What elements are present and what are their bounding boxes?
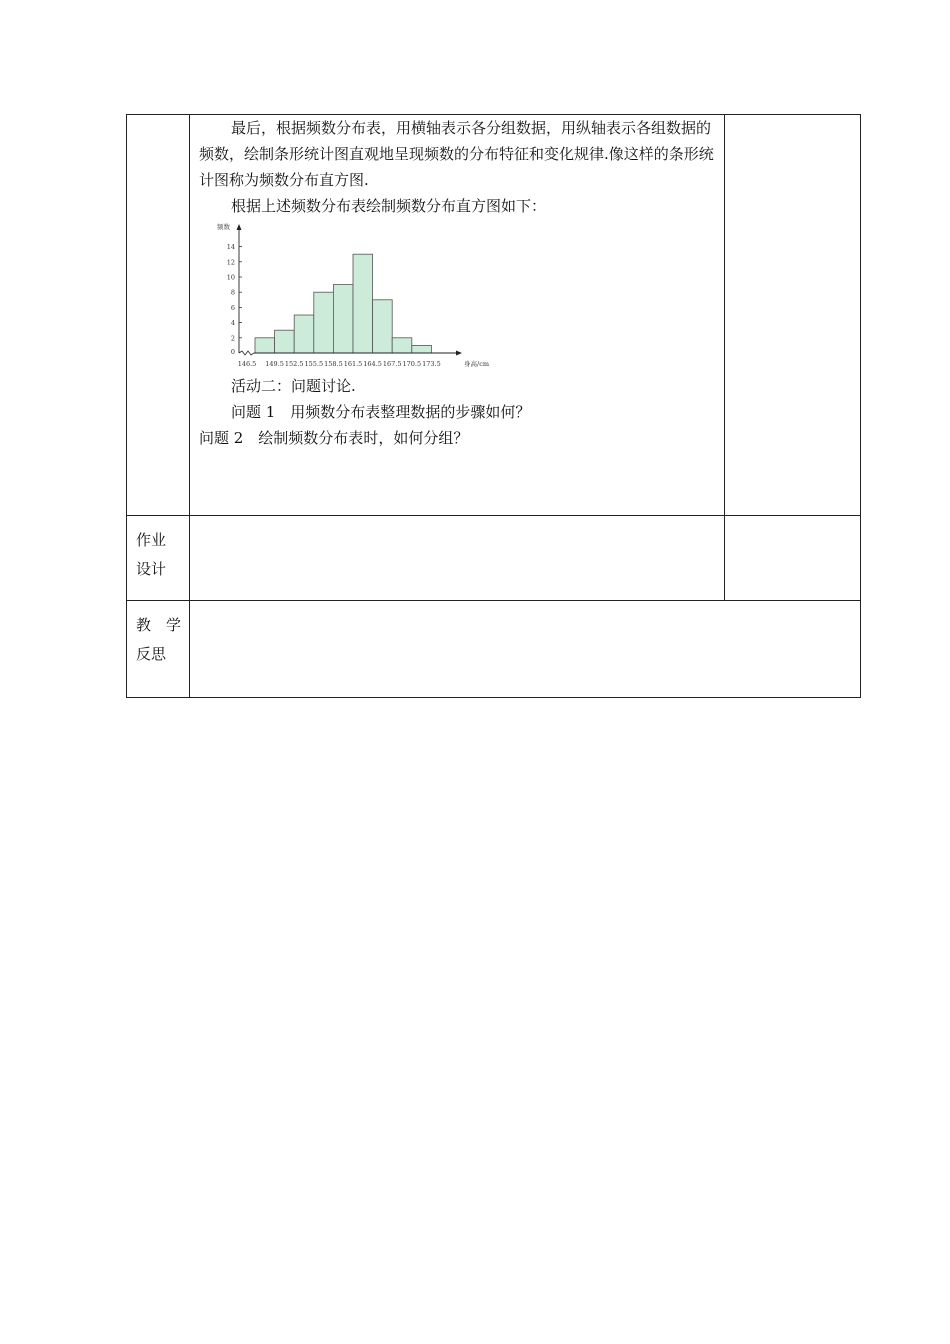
empty-label-cell	[127, 115, 190, 516]
content-body	[190, 115, 724, 451]
y-axis-title: 频数	[217, 223, 230, 231]
x-axis-title: 身高/cm	[464, 360, 489, 368]
histogram-bar	[275, 330, 295, 353]
main-content-cell	[190, 115, 725, 516]
histogram-svg	[213, 223, 503, 373]
reflection-row	[127, 601, 861, 698]
lesson-table	[126, 114, 861, 698]
y-tick-label: 8	[230, 288, 235, 297]
y-tick-label: 14	[226, 243, 235, 252]
histogram-bar	[392, 338, 412, 353]
content-row	[127, 115, 861, 516]
paragraph-histogram-intro: 根据上述频数分布表绘制频数分布直方图如下：	[231, 197, 547, 215]
histogram-bar	[294, 315, 314, 353]
x-axis-arrow	[456, 351, 462, 356]
x-tick-label: 155.5	[304, 360, 324, 368]
histogram-bar	[353, 254, 373, 353]
question-two: 问题 2 绘制频数分布表时，如何分组？	[199, 429, 469, 447]
homework-label-line1: 作业	[136, 531, 167, 549]
homework-label	[127, 516, 189, 584]
histogram-bar	[373, 300, 393, 353]
histogram-bar	[314, 292, 334, 353]
x-tick-label: 149.5	[265, 360, 284, 368]
histogram-bar	[255, 338, 275, 353]
question-one: 问题 1 用频数分布表整理数据的步骤如何？	[231, 403, 531, 421]
empty-note-cell	[725, 115, 861, 516]
reflection-label	[127, 601, 189, 669]
homework-note-cell	[725, 516, 861, 601]
x-tick-label: 170.5	[402, 360, 422, 368]
x-tick-label: 164.5	[363, 360, 382, 368]
x-tick-label: 158.5	[324, 360, 343, 368]
activity-two-heading: 活动二：问题讨论.	[231, 377, 356, 395]
x-tick-label: 146.5	[237, 360, 257, 368]
x-tick-label: 173.5	[422, 360, 441, 368]
y-axis-arrow	[237, 224, 242, 230]
homework-label-line2: 设计	[136, 560, 167, 578]
histogram-bar	[333, 285, 353, 353]
axis-break-mark	[239, 351, 254, 355]
y-tick-label: 12	[226, 258, 235, 267]
homework-row	[127, 516, 861, 601]
paragraph-histogram-definition: 最后，根据频数分布表，用横轴表示各分组数据，用纵轴表示各组数据的频数，绘制条形统计图直观地呈现频数的分布特征和变化规律.像这样的条形统计图称为频数分布直方图.	[199, 119, 714, 189]
y-tick-label: 2	[230, 334, 235, 343]
reflection-label-line1: 教 学	[136, 616, 182, 634]
homework-label-cell	[127, 516, 190, 601]
x-tick-label: 167.5	[382, 360, 402, 368]
x-tick-label: 161.5	[343, 360, 363, 368]
homework-content-cell	[190, 516, 725, 601]
histogram-chart	[213, 223, 503, 373]
x-tick-label: 152.5	[284, 360, 304, 368]
reflection-content-cell	[190, 601, 861, 698]
y-tick-label: 6	[230, 303, 235, 312]
y-tick-label: 0	[230, 348, 235, 356]
reflection-label-cell	[127, 601, 190, 698]
y-tick-label: 4	[230, 319, 235, 328]
reflection-label-line2: 反思	[136, 645, 167, 663]
y-tick-label: 10	[226, 273, 235, 282]
histogram-bar	[412, 345, 432, 353]
